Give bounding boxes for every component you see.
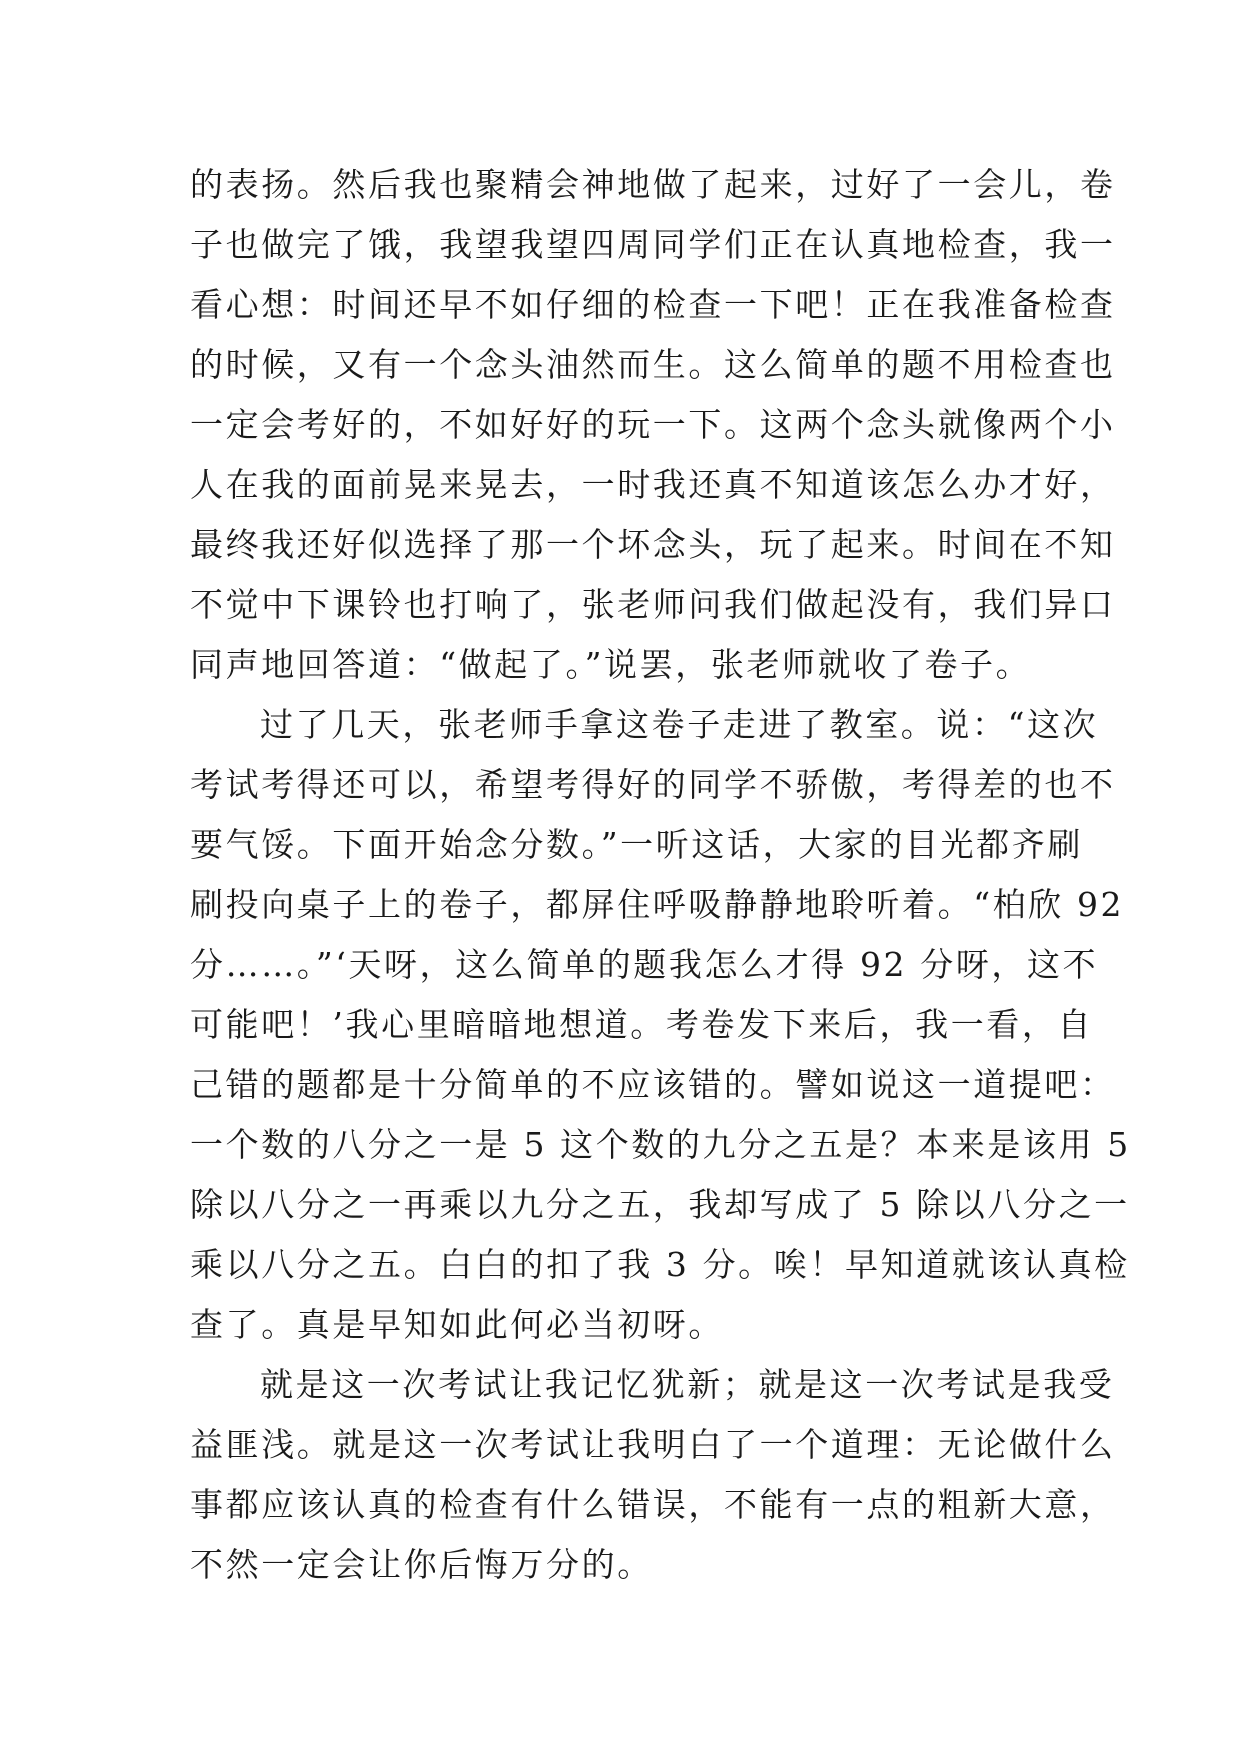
text-line: 就是这一次考试让我记忆犹新；就是这一次考试是我受: [260, 1365, 1115, 1404]
paragraph-3: [190, 1355, 1116, 1595]
text-line: 过了几天，张老师手拿这卷子走进了教室。说：“这次: [260, 705, 1099, 744]
text-line: 的表扬。然后我也聚精会神地做了起来，过好了一会儿，卷: [190, 165, 1116, 204]
text-line: 刷投向桌子上的卷子，都屏住呼吸静静地聆听着。“柏欣 92: [190, 885, 1125, 924]
text-line: 分……。”‘天呀，这么简单的题我怎么才得 92 分呀，这不: [190, 945, 1099, 984]
text-line: 益匪浅。就是这一次考试让我明白了一个道理：无论做什么: [190, 1425, 1116, 1464]
text-line: 乘以八分之五。白白的扣了我 3 分。唉！早知道就该认真检: [190, 1245, 1130, 1284]
body-text: [190, 155, 1131, 1595]
text-line: 同声地回答道：“做起了。”说罢，张老师就收了卷子。: [190, 645, 1032, 684]
text-line: 不觉中下课铃也打响了，张老师问我们做起没有，我们异口: [190, 585, 1116, 624]
text-line: 一定会考好的，不如好好的玩一下。这两个念头就像两个小: [190, 405, 1116, 444]
paragraph-2: [190, 695, 1131, 1355]
text-line: 的时候，又有一个念头油然而生。这么简单的题不用检查也: [190, 345, 1116, 384]
text-line: 要气馁。下面开始念分数。”一听这话，大家的目光都齐刷: [190, 825, 1083, 864]
text-line: 查了。真是早知如此何必当初呀。: [190, 1305, 724, 1344]
text-line: 看心想：时间还早不如仔细的检查一下吧！正在我准备检查: [190, 285, 1116, 324]
text-line: 子也做完了饿，我望我望四周同学们正在认真地检查，我一: [190, 225, 1116, 264]
text-line: 最终我还好似选择了那一个坏念头，玩了起来。时间在不知: [190, 525, 1116, 564]
text-line: 人在我的面前晃来晃去，一时我还真不知道该怎么办才好，: [190, 465, 1116, 504]
text-line: 事都应该认真的检查有什么错误，不能有一点的粗新大意，: [190, 1485, 1116, 1524]
text-line: 可能吧！’我心里暗暗地想道。考卷发下来后，我一看，自: [190, 1005, 1094, 1044]
text-line: 不然一定会让你后悔万分的。: [190, 1545, 653, 1584]
paragraph-1: [190, 155, 1116, 695]
text-line: 己错的题都是十分简单的不应该错的。譬如说这一道提吧：: [190, 1065, 1116, 1104]
text-line: 一个数的八分之一是 5 这个数的九分之五是？本来是该用 5: [190, 1125, 1131, 1164]
text-line: 除以八分之一再乘以九分之五，我却写成了 5 除以八分之一: [190, 1185, 1130, 1224]
text-line: 考试考得还可以，希望考得好的同学不骄傲，考得差的也不: [190, 765, 1116, 804]
